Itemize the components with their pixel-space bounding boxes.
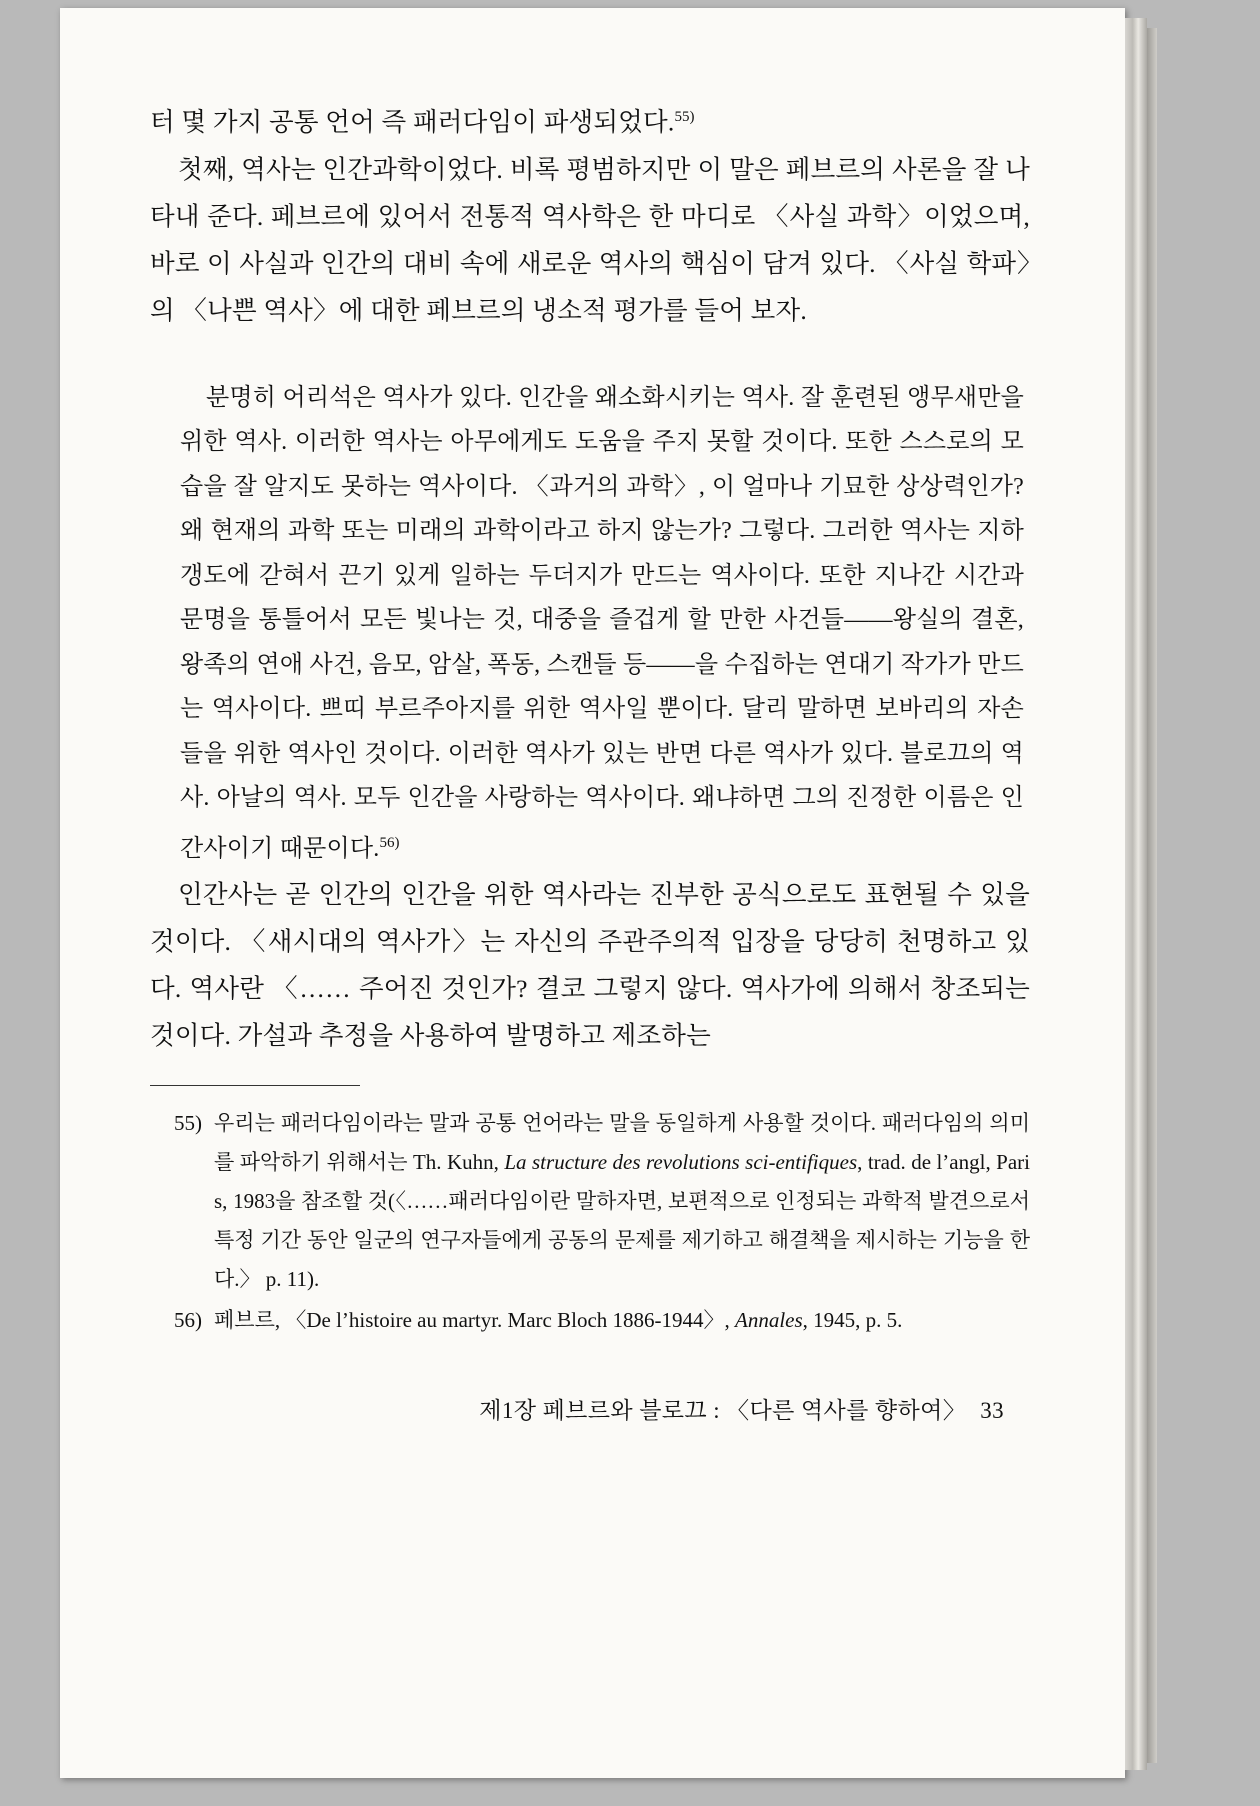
- book-page: [60, 8, 1125, 1778]
- paragraph-after-quote: 인간사는 곧 인간의 인간을 위한 역사라는 진부한 공식으로도 표현될 수 있을 것이다. 〈새시대의 역사가〉는 자신의 주관주의적 입장을 당당히 천명하고 있다. 역사란 〈…… 주어진 것인가? 결코 그렇지 않다. 역사가에 의해서 창조되는 것이다. 가설과 추정을 사용하여 발명하고 제조하는: [150, 880, 1030, 1050]
- footnote-number: 55): [174, 1111, 202, 1135]
- footnote-56: [150, 1301, 1030, 1340]
- paragraph-first-point: 첫째, 역사는 인간과학이었다. 비록 평범하지만 이 말은 페브르의 사론을 잘 나타내 준다. 페브르에 있어서 전통적 역사학은 한 마디로 〈사실 과학〉이었으며, 바로 이 사실과 인간의 대비 속에 새로운 역사의 핵심이 담겨 있다. 〈사실 학파〉의 〈나쁜 역사〉에 대한 페브르의 냉소적 평가를 들어 보자.: [150, 154, 1030, 325]
- block-quote-paragraph: [180, 376, 1024, 872]
- page-number: 33: [980, 1398, 1004, 1423]
- block-quote-text: 분명히 어리석은 역사가 있다. 인간을 왜소화시키는 역사. 잘 훈련된 앵무새만을 위한 역사. 이러한 역사는 아무에게도 도움을 주지 못할 것이다. 또한 스스로의 모습을 잘 알지도 못하는 역사이다. 〈과거의 과학〉, 이 얼마나 기묘한 상상력인가? 왜 현재의 과학 또는 미래의 과학이라고 하지 않는가? 그렇다. 그러한 역사는 지하 갱도에 갇혀서 끈기 있게 일하는 두더지가 만드는 역사이다. 또한 지나간 시간과 문명을 통틀어서 모든 빛나는 것, 대중을 즐겁게 할 만한 사건들——왕실의 결혼, 왕족의 연애 사건, 음모, 암살, 폭동, 스캔들 등——을 수집하는 연대기 작가가 만드는 역사이다. 쁘띠 부르주아지를 위한 역사일 뿐이다. 달리 말하면 보바리의 자손들을 위한 역사인 것이다. 이러한 역사가 있는 반면 다른 역사가 있다. 블로끄의 역사. 아날의 역사. 모두 인간을 사랑하는 역사이다. 왜냐하면 그의 진정한 이름은 인간사이기 때문이다.: [180, 384, 1024, 862]
- footnote-text-part1: 페브르, 〈De l’histoire au martyr. Marc Bloch 1886-1944〉,: [214, 1308, 736, 1332]
- footnotes: [150, 1104, 1030, 1340]
- footnote-text: [214, 1104, 1030, 1299]
- paragraph-continued: [150, 94, 1030, 146]
- footnote-text-part2: , trad. de l’angl, Paris, 1983을 참조할 것(〈……패러다임이란 말하자면, 보편적으로 인정되는 과학적 발견으로서 특정 기간 동안 일군의 연구자들에게 공동의 문제를 제기하고 해결책을 제시하는 기능을 한다.〉 p. 11).: [214, 1150, 1030, 1291]
- footnote-text-part2: , 1945, p. 5.: [802, 1308, 903, 1332]
- footnote-ref-55[interactable]: 55): [674, 109, 695, 125]
- book-spine-shadow: [1147, 28, 1157, 1763]
- footnote-text: [214, 1301, 1030, 1340]
- footnote-title-italic: Annales: [735, 1308, 803, 1332]
- book-page-edge: [1125, 18, 1147, 1770]
- footer-chapter-title: 제1장 페브르와 블로끄 : 〈다른 역사를 향하여〉: [479, 1398, 967, 1423]
- footnote-number: 56): [174, 1308, 202, 1332]
- footnote-ref-56[interactable]: 56): [379, 834, 400, 851]
- block-quote: [150, 376, 1030, 872]
- footnote-separator: [150, 1085, 360, 1086]
- page-footer: [150, 1392, 1030, 1425]
- footnote-title-italic: La structure des revolutions sci-entifiques: [504, 1150, 858, 1174]
- footnote-text-part1: 우리는 패러다임이라는 말과 공통 언어라는 말을 동일하게 사용할 것이다. 패러다임의 의미를 파악하기 위해서는 Th. Kuhn,: [214, 1111, 1030, 1174]
- paragraph-text: 터 몇 가지 공통 언어 즉 패러다임이 파생되었다.: [150, 107, 675, 137]
- page-content: [150, 94, 1030, 1425]
- footnote-55: [150, 1104, 1030, 1299]
